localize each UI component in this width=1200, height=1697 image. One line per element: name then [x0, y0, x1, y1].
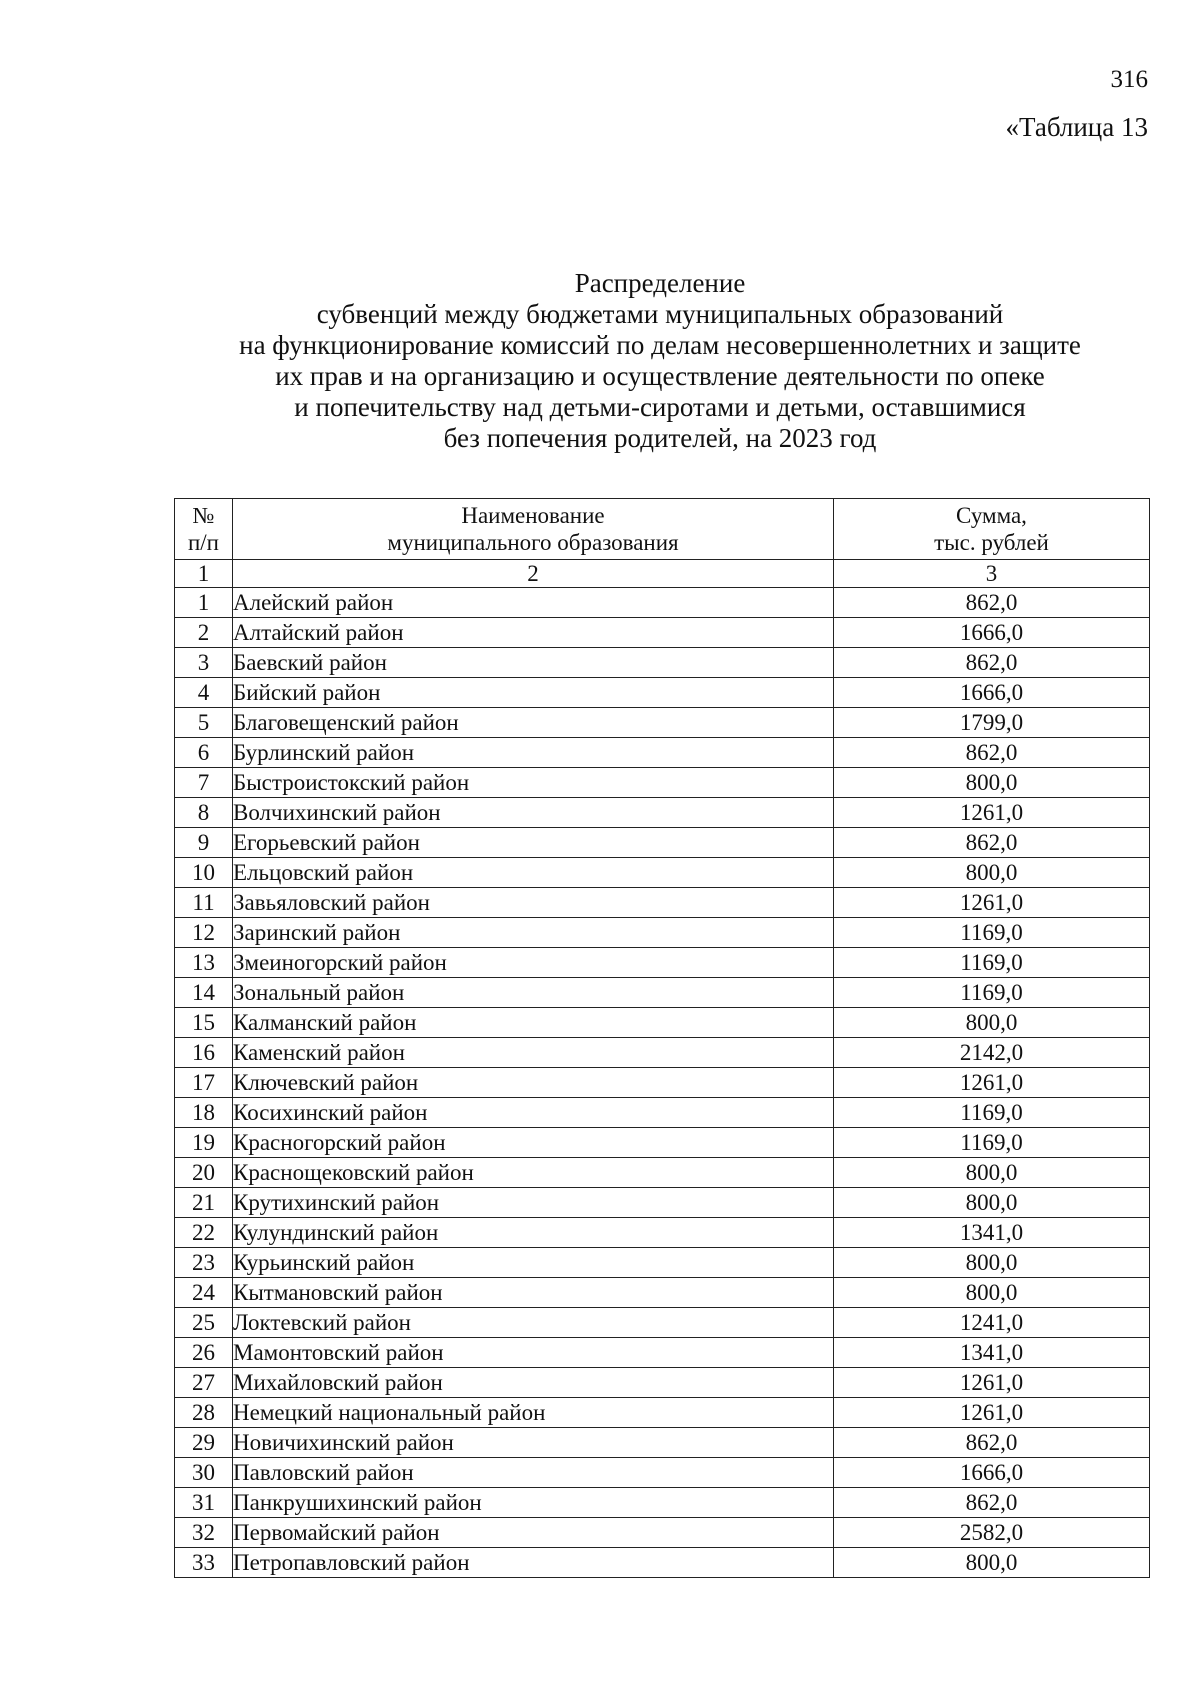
row-number: 9 — [175, 828, 233, 858]
table-row — [175, 1458, 1150, 1488]
row-number: 25 — [175, 1308, 233, 1338]
row-number: 15 — [175, 1008, 233, 1038]
subvention-sum: 1169,0 — [834, 948, 1150, 978]
column-index: 1 — [175, 560, 233, 588]
table-row — [175, 1038, 1150, 1068]
row-number: 20 — [175, 1158, 233, 1188]
table-row — [175, 1098, 1150, 1128]
row-number: 7 — [175, 768, 233, 798]
table-row — [175, 1488, 1150, 1518]
row-number: 17 — [175, 1068, 233, 1098]
table-row — [175, 1428, 1150, 1458]
subvention-sum: 1169,0 — [834, 918, 1150, 948]
row-number: 27 — [175, 1368, 233, 1398]
table-row — [175, 978, 1150, 1008]
column-header-number — [175, 499, 233, 560]
row-number: 23 — [175, 1248, 233, 1278]
subvention-sum: 1241,0 — [834, 1308, 1150, 1338]
title-line: Распределение — [574, 268, 746, 298]
subvention-sum: 800,0 — [834, 858, 1150, 888]
table-label: «Таблица 13 — [1005, 112, 1148, 142]
table-row — [175, 888, 1150, 918]
column-header-line: Сумма, — [956, 503, 1027, 528]
subvention-sum: 1261,0 — [834, 798, 1150, 828]
table-row — [175, 1218, 1150, 1248]
municipality-name: Быстроистокский район — [233, 768, 834, 798]
subvention-sum: 1799,0 — [834, 708, 1150, 738]
subvention-sum: 2142,0 — [834, 1038, 1150, 1068]
subvention-sum: 862,0 — [834, 648, 1150, 678]
subvention-sum: 800,0 — [834, 1158, 1150, 1188]
row-number: 8 — [175, 798, 233, 828]
subvention-sum: 1261,0 — [834, 1398, 1150, 1428]
municipality-name: Краснощековский район — [233, 1158, 834, 1188]
subvention-sum: 800,0 — [834, 1278, 1150, 1308]
table-row — [175, 648, 1150, 678]
row-number: 30 — [175, 1458, 233, 1488]
column-header-line: п/п — [187, 530, 219, 555]
row-number: 24 — [175, 1278, 233, 1308]
table-row — [175, 1368, 1150, 1398]
column-header-sum — [834, 499, 1150, 560]
municipality-name: Алейский район — [233, 588, 834, 618]
municipality-name: Каменский район — [233, 1038, 834, 1068]
municipality-name: Кулундинский район — [233, 1218, 834, 1248]
table-row — [175, 1008, 1150, 1038]
column-header-line: № — [192, 503, 215, 528]
subvention-sum: 1341,0 — [834, 1218, 1150, 1248]
table-row — [175, 1398, 1150, 1428]
table-row — [175, 858, 1150, 888]
column-index-row — [175, 560, 1150, 588]
municipality-name: Павловский район — [233, 1458, 834, 1488]
row-number: 33 — [175, 1548, 233, 1578]
row-number: 28 — [175, 1398, 233, 1428]
municipality-name: Первомайский район — [233, 1518, 834, 1548]
subvention-sum: 800,0 — [834, 1248, 1150, 1278]
table-row — [175, 618, 1150, 648]
municipality-name: Петропавловский район — [233, 1548, 834, 1578]
municipality-name: Новичихинский район — [233, 1428, 834, 1458]
column-header-line: Наименование — [461, 503, 605, 528]
municipality-name: Ключевский район — [233, 1068, 834, 1098]
municipality-name: Баевский район — [233, 648, 834, 678]
row-number: 13 — [175, 948, 233, 978]
row-number: 2 — [175, 618, 233, 648]
table-row — [175, 708, 1150, 738]
municipality-name: Бурлинский район — [233, 738, 834, 768]
municipality-name: Змеиногорский район — [233, 948, 834, 978]
municipality-name: Курьинский район — [233, 1248, 834, 1278]
subvention-sum: 1261,0 — [834, 1368, 1150, 1398]
table-body — [175, 588, 1150, 1578]
row-number: 10 — [175, 858, 233, 888]
table-row — [175, 918, 1150, 948]
municipality-name: Калманский район — [233, 1008, 834, 1038]
subvention-sum: 800,0 — [834, 1008, 1150, 1038]
subvention-sum: 1666,0 — [834, 618, 1150, 648]
municipality-name: Красногорский район — [233, 1128, 834, 1158]
municipality-name: Косихинский район — [233, 1098, 834, 1128]
municipality-name: Благовещенский район — [233, 708, 834, 738]
row-number: 11 — [175, 888, 233, 918]
row-number: 21 — [175, 1188, 233, 1218]
table-row — [175, 948, 1150, 978]
table-row — [175, 798, 1150, 828]
distribution-table — [174, 498, 1150, 1578]
municipality-name: Бийский район — [233, 678, 834, 708]
municipality-name: Волчихинский район — [233, 798, 834, 828]
subvention-sum: 1261,0 — [834, 888, 1150, 918]
subvention-sum: 862,0 — [834, 738, 1150, 768]
row-number: 31 — [175, 1488, 233, 1518]
municipality-name: Зональный район — [233, 978, 834, 1008]
table-header-row — [175, 499, 1150, 560]
table-row — [175, 1278, 1150, 1308]
municipality-name: Ельцовский район — [233, 858, 834, 888]
row-number: 22 — [175, 1218, 233, 1248]
municipality-name: Крутихинский район — [233, 1188, 834, 1218]
row-number: 14 — [175, 978, 233, 1008]
subvention-sum: 800,0 — [834, 1188, 1150, 1218]
table-row — [175, 768, 1150, 798]
subvention-sum: 1169,0 — [834, 978, 1150, 1008]
municipality-name: Панкрушихинский район — [233, 1488, 834, 1518]
municipality-name: Немецкий национальный район — [233, 1398, 834, 1428]
row-number: 29 — [175, 1428, 233, 1458]
subvention-sum: 2582,0 — [834, 1518, 1150, 1548]
municipality-name: Заринский район — [233, 918, 834, 948]
row-number: 19 — [175, 1128, 233, 1158]
page-number: 316 — [1110, 66, 1148, 93]
subvention-sum: 1169,0 — [834, 1098, 1150, 1128]
row-number: 26 — [175, 1338, 233, 1368]
row-number: 1 — [175, 588, 233, 618]
title-line: субвенций между бюджетами муниципальных образований — [316, 299, 1004, 329]
table-row — [175, 1548, 1150, 1578]
title-line: без попечения родителей, на 2023 год — [443, 423, 877, 453]
table-row — [175, 1308, 1150, 1338]
municipality-name: Алтайский район — [233, 618, 834, 648]
column-header-line: муниципального образования — [387, 530, 679, 555]
row-number: 12 — [175, 918, 233, 948]
municipality-name: Михайловский район — [233, 1368, 834, 1398]
column-index: 3 — [834, 560, 1150, 588]
row-number: 32 — [175, 1518, 233, 1548]
subvention-sum: 862,0 — [834, 1428, 1150, 1458]
table-row — [175, 828, 1150, 858]
municipality-name: Локтевский район — [233, 1308, 834, 1338]
column-header-name — [233, 499, 834, 560]
table-row — [175, 1188, 1150, 1218]
document-title — [160, 268, 1160, 454]
table-row — [175, 588, 1150, 618]
municipality-name: Кытмановский район — [233, 1278, 834, 1308]
subvention-sum: 1341,0 — [834, 1338, 1150, 1368]
table-row — [175, 1068, 1150, 1098]
subvention-sum: 862,0 — [834, 588, 1150, 618]
row-number: 16 — [175, 1038, 233, 1068]
row-number: 3 — [175, 648, 233, 678]
title-line: и попечительству над детьми-сиротами и детьми, оставшимися — [294, 392, 1026, 422]
subvention-sum: 862,0 — [834, 1488, 1150, 1518]
row-number: 6 — [175, 738, 233, 768]
subvention-sum: 1169,0 — [834, 1128, 1150, 1158]
table-row — [175, 678, 1150, 708]
subvention-sum: 1666,0 — [834, 678, 1150, 708]
table-row — [175, 1518, 1150, 1548]
table-row — [175, 738, 1150, 768]
title-line: их прав и на организацию и осуществление деятельности по опеке — [275, 361, 1045, 391]
subvention-sum: 800,0 — [834, 768, 1150, 798]
subvention-sum: 1261,0 — [834, 1068, 1150, 1098]
table-row — [175, 1158, 1150, 1188]
subvention-sum: 862,0 — [834, 828, 1150, 858]
municipality-name: Егорьевский район — [233, 828, 834, 858]
column-header-line: тыс. рублей — [934, 530, 1049, 555]
row-number: 5 — [175, 708, 233, 738]
row-number: 18 — [175, 1098, 233, 1128]
municipality-name: Завьяловский район — [233, 888, 834, 918]
table-row — [175, 1128, 1150, 1158]
subvention-sum: 800,0 — [834, 1548, 1150, 1578]
column-index: 2 — [233, 560, 834, 588]
title-line: на функционирование комиссий по делам несовершеннолетних и защите — [239, 330, 1081, 360]
table-row — [175, 1338, 1150, 1368]
municipality-name: Мамонтовский район — [233, 1338, 834, 1368]
subvention-sum: 1666,0 — [834, 1458, 1150, 1488]
table-row — [175, 1248, 1150, 1278]
row-number: 4 — [175, 678, 233, 708]
